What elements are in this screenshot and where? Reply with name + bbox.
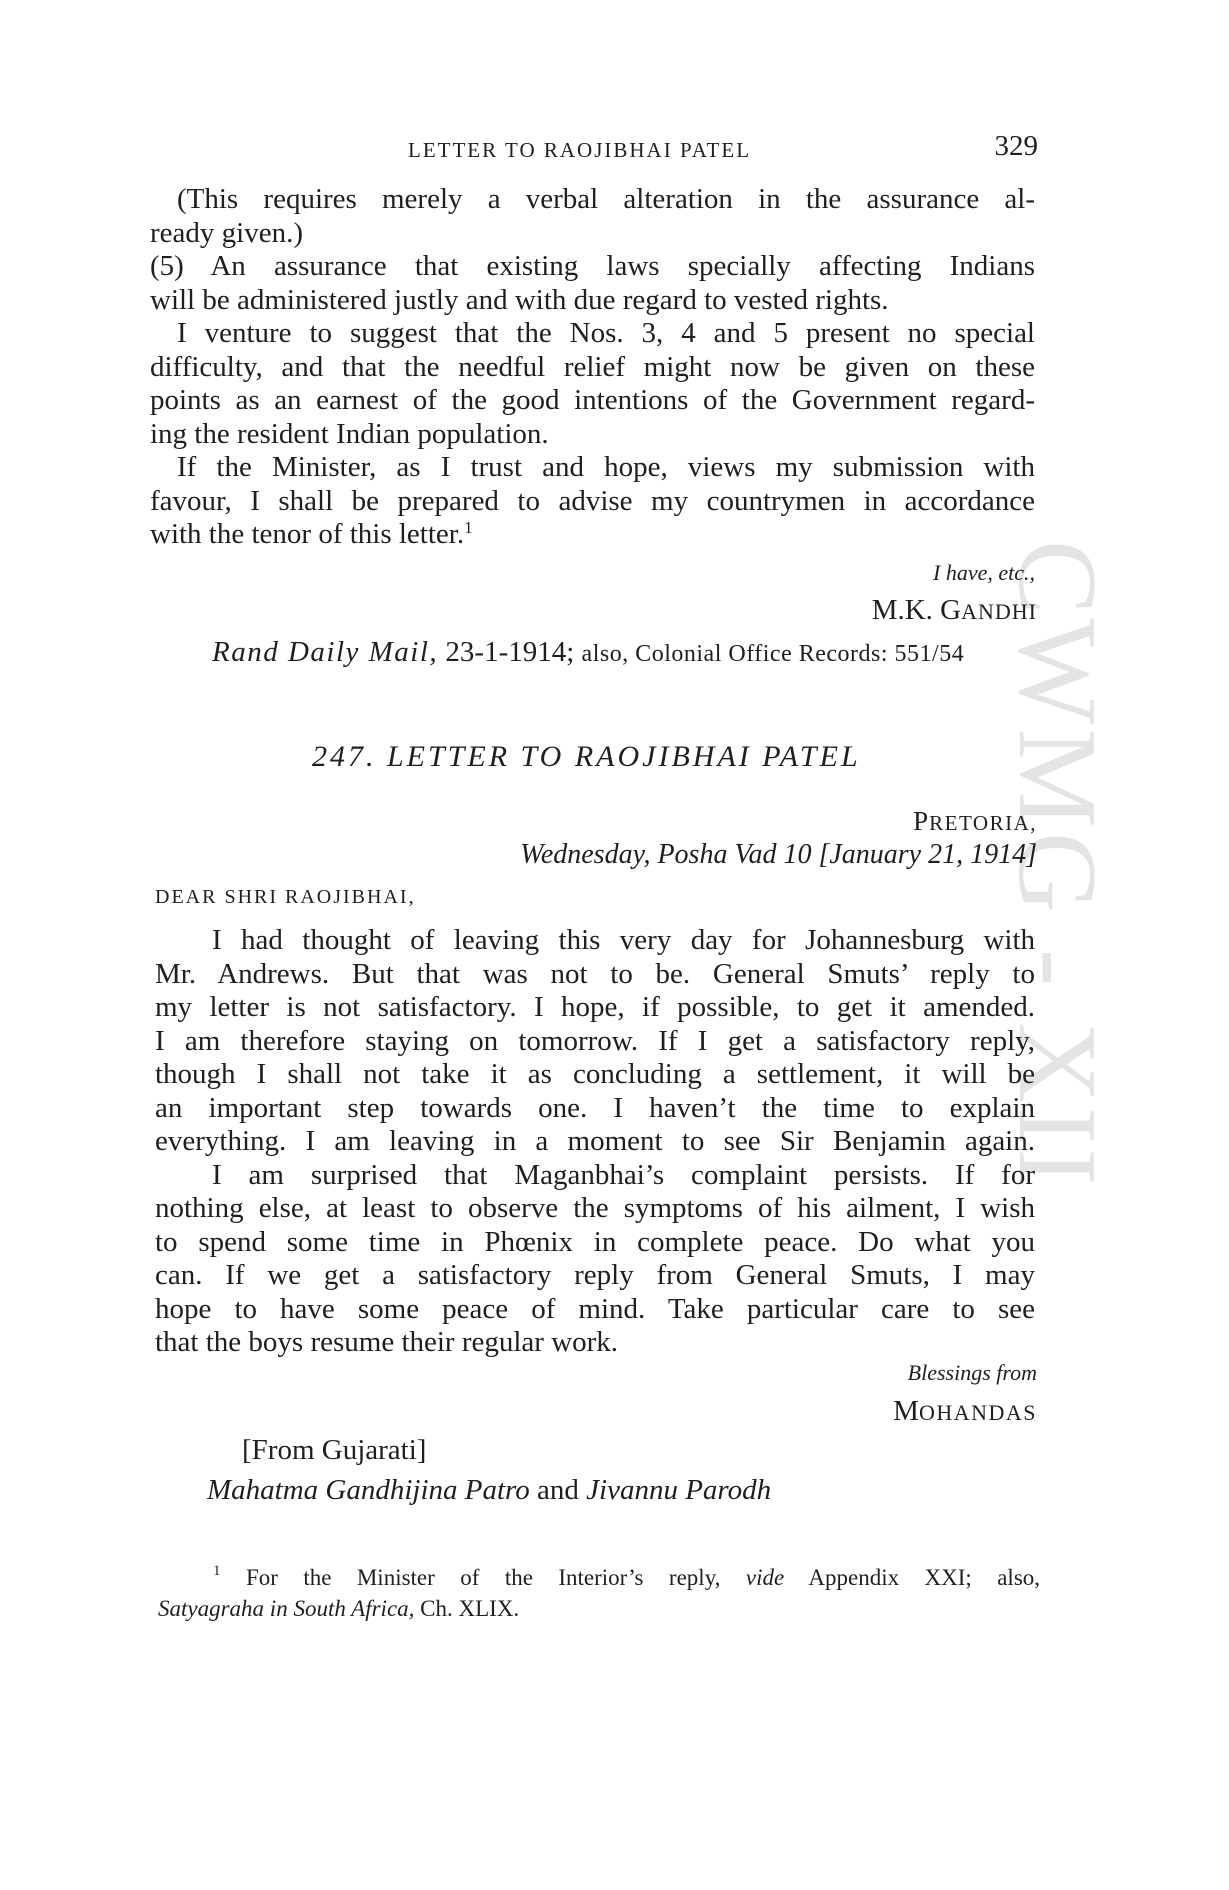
text-line: points as an earnest of the good intentions of the Government regard- — [150, 384, 1035, 416]
footnote-text: Appendix XXI; also, — [808, 1565, 1041, 1590]
newspaper-name: Rand Daily Mail, — [212, 636, 439, 668]
page-header — [150, 130, 1038, 170]
text-line: to spend some time in Phœnix in complete peace. Do what you — [155, 1225, 1035, 1258]
intro-text — [150, 183, 1035, 552]
source-title: Jivannu Parodh — [586, 1474, 772, 1506]
page-number: 329 — [994, 130, 1038, 162]
text-line: an important step towards one. I haven’t the time to explain — [155, 1091, 1035, 1124]
source-and: and — [537, 1474, 579, 1506]
signature-rest: OHANDAS — [918, 1400, 1037, 1425]
footnote-line — [158, 1593, 1040, 1624]
text-line: that the boys resume their regular work. — [155, 1326, 619, 1358]
signature-rest: ANDHI — [961, 599, 1037, 624]
text-line: will be administered justly and with due regard to vested rights. — [150, 283, 889, 316]
date-line: Wednesday, Posha Vad 10 [January 21, 1914] — [520, 839, 1037, 870]
text-line: I am surprised that Maganbhai’s complaint persists. If for — [212, 1158, 1035, 1191]
source-language: [From Gujarati] — [242, 1434, 427, 1466]
signature-initial: M — [893, 1395, 919, 1427]
text-line: (5) An assurance that existing laws specially affecting Indians — [150, 250, 1035, 282]
signature-initials: M.K. G — [871, 594, 962, 626]
text-line: hope to have some peace of mind. Take particular care to see — [155, 1292, 1035, 1325]
text-line: I venture to suggest that the Nos. 3, 4 and 5 present no special — [177, 317, 1035, 349]
text-line: my letter is not satisfactory. I hope, if possible, to get it amended. — [155, 991, 1035, 1023]
text-line: nothing else, at least to observe the symptoms of his ailment, I wish — [155, 1192, 1035, 1224]
text-line: ready given.) — [150, 216, 303, 249]
footnote-marker: 1 — [464, 518, 473, 537]
salutation: DEAR SHRI RAOJIBHAI, — [155, 886, 416, 908]
signoff: Blessings from — [907, 1360, 1037, 1385]
watermark-text: CWMG XII — [1000, 540, 1110, 1190]
footnote-number: 1 — [213, 1563, 221, 1579]
citation-date: 23-1-1914; — [445, 636, 575, 668]
text-line: everything. I am leaving in a moment to see Sir Benjamin again. — [155, 1125, 1035, 1157]
footnote-text: For the Minister of the Interior’s reply, — [245, 1565, 721, 1590]
source-title: Mahatma Gandhijina Patro — [207, 1474, 530, 1506]
text-line: ing the resident Indian population. — [150, 417, 549, 450]
text-line — [150, 518, 1035, 552]
source-citation — [212, 636, 964, 669]
text-line: though I shall not take it as concluding a settlement, it will be — [155, 1058, 1035, 1090]
text-line: (This requires merely a verbal alteration in the assurance al- — [177, 183, 1035, 215]
place-rest: RETORIA, — [929, 811, 1037, 835]
footnote-text: Ch. XLIX. — [420, 1596, 520, 1621]
text-line-content: with the tenor of this letter. — [150, 518, 465, 550]
citation-rest: also, Colonial Office Records: 551/54 — [581, 641, 965, 667]
footnote-vide: vide — [745, 1565, 785, 1590]
footnote — [158, 1562, 1040, 1624]
source-citation — [207, 1474, 771, 1507]
text-line: difficulty, and that the needful relief might now be given on these — [150, 350, 1035, 383]
place-line — [913, 806, 1037, 837]
signature — [893, 1395, 1037, 1428]
running-head: LETTER TO RAOJIBHAI PATEL — [408, 138, 752, 162]
signature — [872, 594, 1037, 627]
signoff: I have, etc., — [933, 560, 1035, 585]
text-line: I am therefore staying on tomorrow. If I get a satisfactory reply, — [155, 1024, 1035, 1057]
text-line: I had thought of leaving this very day for Johannesburg with — [212, 924, 1035, 956]
document-title: 247. LETTER TO RAOJIBHAI PATEL — [312, 740, 861, 773]
footnote-book-title: Satyagraha in South Africa, — [158, 1596, 415, 1621]
text-line: Mr. Andrews. But that was not to be. General Smuts’ reply to — [155, 957, 1035, 990]
letter-body — [155, 924, 1035, 1360]
text-line: favour, I shall be prepared to advise my countrymen in accordance — [150, 484, 1035, 517]
text-line: can. If we get a satisfactory reply from General Smuts, I may — [155, 1259, 1035, 1291]
footnote-line — [158, 1562, 1040, 1593]
place-initial: P — [913, 806, 930, 836]
text-line: If the Minister, as I trust and hope, views my submission with — [177, 451, 1035, 483]
